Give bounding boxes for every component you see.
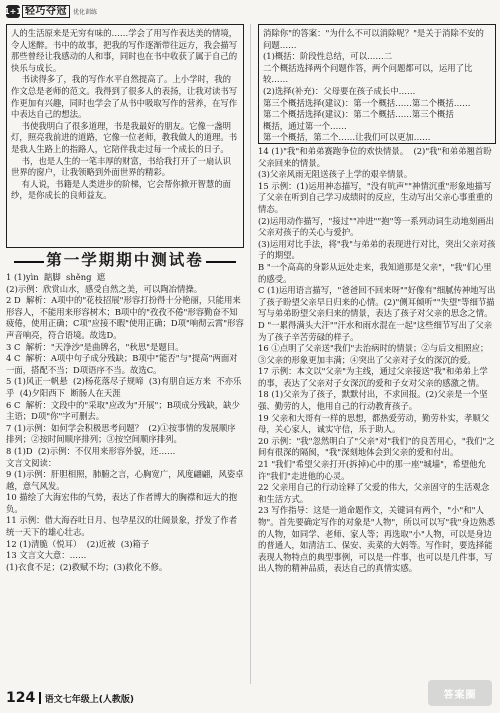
column-divider — [250, 24, 251, 684]
page-number: 124 — [6, 690, 36, 706]
brand-name: 轻巧夺冠 — [22, 5, 70, 18]
brand-subtitle: 优化训练 — [73, 8, 98, 16]
page-footer — [6, 690, 134, 706]
brand-logo-icon: 1+1 — [4, 6, 22, 16]
book-title: 语文七年级上(人教版) — [44, 695, 134, 705]
footer-separator — [39, 692, 41, 704]
right-answer-key: 14 (1)"我"和弟弟赛跑争位的欢快情景。 (2)"我"和弟弟翘首盼父亲回来的情景。 (3)父亲风雨无阻送孩子上学的艰辛情景。 15 示例：(1)运用神态描写，"没有吭声""神情沉重"形象地描写了父亲在听到自己学习成绩时的反应，生动写出父亲心事重重的情态。 (2)运用动作描写，"接过""冲进""抱"等一系列动词生动地刻画出父亲对孩子的关心与爱护。 (3)运用对比手法，将"我"与弟弟的表现进行对比，突出父亲对孩子的期望。 B "一个高高的身影从远处走来，我知道那是父亲"，"我"们心里的感受。 C (1)运用语言描写，"爸爸回不回来呀""好像有"细腻传神地写出了孩子盼望父亲早日归来的心情。(2)"侧耳倾听""失望"等细节描写与弟弟盼望父亲归来的情景，表达了孩子对父亲的思念之情。 D "一累得满头大汗""汗水和雨水混在一起"这些细节写出了父亲为了孩子辛苦劳碌的样子。 16 ①点明了父亲送"我们"去治病时的情景；②与后文相照应；③父亲的形象更加丰满；④突出了父亲对子女的深沉的爱。 17 示例：本文以"父亲"为主线，通过父亲接送"我"和弟弟上学的事，表达了父亲对子女深沉的爱和子女对父亲的感激之情。 18 (1)父亲为了孩子，默默付出，不求回报。(2)父亲是一个坚强、勤劳的人，他用自己的行动教育孩子。 19 父亲和大哥有一样的思想，都热爱劳动，勤劳朴实，孝顺父母，关心家人，诚实守信，乐于助人。 20 示例："我"忽然明白了"父亲"对"我们"的良苦用心，"我们"之间有很深的隔阂，"我"深刻地体会到父亲的爱和付出。 21 "我们"希望父亲打开(拆掉)心中的那一座"城墙"，希望他允许"我们"走进他的心灵。 22 父亲用自己的行动诠释了父爱的伟大，父亲固守的生活观念和生活方式。 23 写作指导：这是一道命题作文，关键词有两个，"小"和"人物"。首先要确定写作的对象是"人物"，所以可以写"我"身边熟悉的人物，如同学、老师、家人等；再选取"小"人物，可以是身边的普通人，如清洁工、保安、卖菜的大妈等。写作时，要选择能表现人物特点的典型事例，可以是一件事，也可以是几件事，写出人物的精神品质，表达自己的真情实感。 — [258, 146, 496, 574]
left-column — [6, 24, 244, 668]
page-header — [6, 3, 97, 19]
left-answer-key: 1 (1)yìn 踮脚 shěng 遮 (2)示例：欣赏山水，感受自然之美，可以陶冶情操。 2 D 解析：A项中的"花枝招展"形容打扮得十分艳丽，只能用来形容人，不能用来形容树木；B项中的"孜孜不倦"形容勤奋不知疲倦，使用正确；C项"应接不暇"使用正确；D项"响彻云霄"形容声音响亮，符合语境。故选D。 3 C 解析："天净沙"是曲牌名，"秋思"是题目。 4 C 解析：A项中句子成分残缺；B项中"能否"与"提高"两面对一面，搭配不当；D项语序不当。故选C。 5 (1)风正一帆悬 (2)杨花落尽子规啼 (3)有朋自远方来 不亦乐乎 (4)夕阳西下 断肠人在天涯 6 C 解析：文段中的"采取"应改为"开展"；B项成分残缺，缺少主语；D项"你"字可删去。 7 (1)示例：如何学会积极思考问题？ (2)①按事情的发展顺序排列；②按时间顺序排列；③按空间顺序排列。 8 (1)D (2)示例：不仅用来形容外貌，还…… 文言文阅读： 9 (1)示例：肝胆相照，肺腑之言，心胸宽广，风度翩翩，风姿卓越，意气风发。 10 描绘了大海宏伟的气势，表达了作者博大的胸襟和远大的抱负。 11 示例：借大海吞吐日月、包孕星汉的壮阔景象，抒发了作者统一天下的雄心壮志。 12 (1)清脆（悦耳） (2)近被 (3)箱子 13 文言文大意：…… (1)衣食不足；(2)救赋不均；(3)救化不修。 — [6, 272, 244, 572]
boxed-reading-passage: 消除你"的答案："为什么不可以消除呢？"是关于消除不安的问题…… (1)概括：阶段性总结，可以……二 二个概括选择两个问题作答，两个问题都可以，运用了比较…… (2)选择(补充)：父母要在孩子成长中…… 第三个概括选择(建议)：第一个概括……第二个概括…… 第二个概括选择(建议)：第二个概括……第三个概括 概括，通过第一个…… 第一个概括，第二个……让我们可以更加…… — [258, 24, 496, 144]
exam-title-text: 第一学期期中测试卷 — [46, 251, 204, 270]
watermark-logo: 答案圈 — [428, 680, 492, 706]
boxed-essay-passage: 人的生活原来是无穷有味的……学会了用写作表达美的情境，令人迷醉。书中的故事，把我的写作逐渐带往远方，我会描写那些曾经让我感动的人和事，同时也在书中收获了属于自己的快乐与成长。 书读得多了，我的写作水平自然提高了。上小学时，我的作文总是老师的范文。我得到了很多人的表扬，让我对读书写作更加有兴趣，同时也学会了从书中吸取写作的营养，在写作中表达自己的想法。 书使我明白了很多道理，书是我最好的朋友。它像一盏明灯，照亮我前进的道路，它像一位老师，教我做人的道理。书是我人生路上的指路人，它陪伴我走过每一个成长的日子。 书，也是人生的一笔丰厚的财富，书给我打开了一扇认识世界的窗户，让我领略到外面世界的精彩。 有人说，书籍是人类进步的阶梯，它会帮你掀开智慧的面纱，是你成长的良师益友。 — [6, 24, 244, 248]
exam-section-title — [6, 250, 244, 272]
right-column — [258, 24, 496, 674]
